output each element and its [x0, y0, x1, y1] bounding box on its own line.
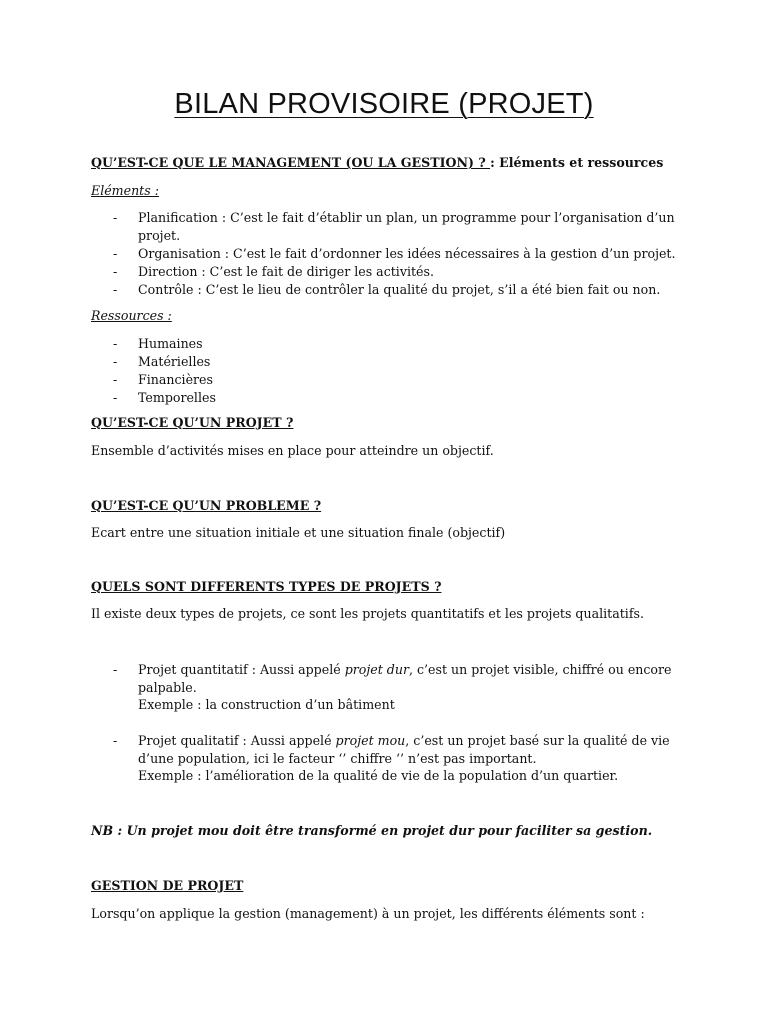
elements-label: Eléments : [91, 183, 159, 198]
list-item-humaines: Humaines [138, 336, 203, 351]
bullet-dash: - [113, 336, 118, 351]
quantitatif-post: , c’est un projet visible, chiffré ou encore [408, 662, 672, 677]
list-item-planification-cont: projet. [138, 228, 181, 243]
list-item-planification: Planification : C’est le fait d’établir un plan, un programme pour l’organisation d’un [138, 210, 675, 225]
bullet-dash: - [113, 354, 118, 369]
qualitatif-line2: d’une population, ici le facteur ‘’ chiffre ‘’ n’est pas important. [138, 751, 537, 766]
quantitatif-pre: Projet quantitatif : Aussi appelé [138, 662, 345, 677]
quantitatif-line2: palpable. [138, 680, 197, 695]
ressources-label: Ressources : [91, 308, 172, 323]
quantitatif-em: projet dur [344, 662, 409, 677]
bullet-dash: - [113, 372, 118, 387]
qualitatif-post: , c’est un projet basé sur la qualité de vie [405, 733, 670, 748]
management-heading [91, 154, 663, 172]
list-item-financieres: Financières [138, 372, 213, 387]
bullet-dash: - [113, 210, 118, 225]
bullet-dash: - [113, 246, 118, 261]
qualitatif-em: projet mou [335, 733, 406, 748]
projet-definition: Ensemble d’activités mises en place pour atteindre un objectif. [91, 443, 494, 458]
probleme-heading: QU’EST-CE QU’UN PROBLEME ? [91, 498, 322, 513]
management-heading-suffix: : Eléments et ressources [490, 155, 664, 170]
list-item-quantitatif [138, 661, 672, 679]
nb-note: NB : Un projet mou doit être transformé en projet dur pour faciliter sa gestion. [91, 823, 653, 838]
bullet-dash: - [113, 282, 118, 297]
qualitatif-pre: Projet qualitatif : Aussi appelé [138, 733, 336, 748]
list-item-direction: Direction : C’est le fait de diriger les activités. [138, 264, 434, 279]
gestion-heading: GESTION DE PROJET [91, 878, 244, 893]
quantitatif-example: Exemple : la construction d’un bâtiment [138, 697, 395, 712]
bullet-dash: - [113, 662, 118, 677]
projet-heading: QU’EST-CE QU’UN PROJET ? [91, 415, 294, 430]
bullet-dash: - [113, 390, 118, 405]
list-item-controle: Contrôle : C’est le lieu de contrôler la qualité du projet, s’il a été bien fait ou non. [138, 282, 661, 297]
types-intro: Il existe deux types de projets, ce sont les projets quantitatifs et les projets qualitatifs. [91, 606, 644, 621]
bullet-dash: - [113, 733, 118, 748]
list-item-temporelles: Temporelles [138, 390, 216, 405]
list-item-qualitatif [138, 732, 670, 750]
gestion-intro: Lorsqu’on applique la gestion (management) à un projet, les différents éléments sont : [91, 906, 645, 921]
qualitatif-example: Exemple : l’amélioration de la qualité de vie de la population d’un quartier. [138, 768, 619, 783]
probleme-definition: Ecart entre une situation initiale et une situation finale (objectif) [91, 525, 506, 540]
list-item-organisation: Organisation : C’est le fait d’ordonner les idées nécessaires à la gestion d’un projet. [138, 246, 676, 261]
bullet-dash: - [113, 264, 118, 279]
types-heading: QUELS SONT DIFFERENTS TYPES DE PROJETS ? [91, 579, 442, 594]
page-title: BILAN PROVISOIRE (PROJET) [174, 88, 594, 120]
list-item-materielles: Matérielles [138, 354, 211, 369]
management-heading-main: QU’EST-CE QUE LE MANAGEMENT (OU LA GESTION) ? [91, 155, 491, 170]
